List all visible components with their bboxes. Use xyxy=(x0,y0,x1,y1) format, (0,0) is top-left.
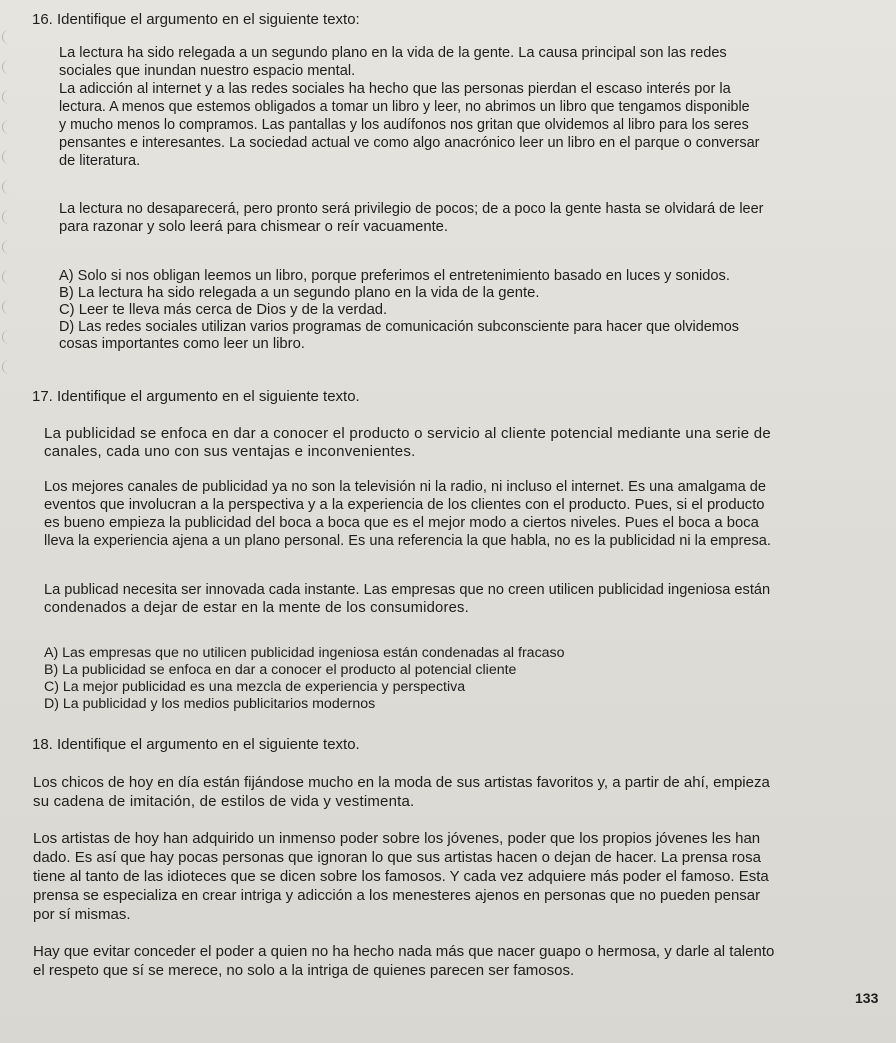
q18-paragraph-line: Hay que evitar conceder el poder a quien no ha hecho nada más que nacer guapo o hermosa, y darle al talento xyxy=(33,943,775,960)
q17-paragraph-line: condenados a dejar de estar en la mente de los consumidores. xyxy=(44,600,469,616)
q18-paragraph-line: su cadena de imitación, de estilos de vida y vestimenta. xyxy=(33,793,415,810)
q18-paragraph-line: tiene al tanto de las idioteces que se dicen sobre los famosos. Y cada vez adquiere más poder el famoso. Esta xyxy=(33,868,769,885)
q17-option-b: B) La publicidad se enfoca en dar a conocer el producto al potencial cliente xyxy=(44,662,517,678)
q17-paragraph-line: Los mejores canales de publicidad ya no son la televisión ni la radio, ni incluso el internet. Es una amalgama de xyxy=(44,479,767,495)
q16-option-d-cont: cosas importantes como leer un libro. xyxy=(59,336,305,352)
q16-paragraph-line: La lectura ha sido relegada a un segundo plano en la vida de la gente. La causa principal son las redes xyxy=(59,45,727,61)
q18-paragraph-line: por sí mismas. xyxy=(33,906,131,923)
q18-paragraph-line: Los chicos de hoy en día están fijándose mucho en la moda de sus artistas favoritos y, a partir de ahí, empieza xyxy=(33,774,770,791)
q18-paragraph-line: el respeto que sí se merece, no solo a la intriga de quienes parecen ser famosos. xyxy=(33,962,575,979)
binding-holes xyxy=(0,0,14,1043)
q16-paragraph-line: sociales que inundan nuestro espacio mental. xyxy=(59,63,356,79)
q16-paragraph-line: pensantes e interesantes. La sociedad actual ve como algo anacrónico leer un libro en el parque o conversar xyxy=(59,135,760,151)
q16-paragraph-line: lectura. A menos que estemos obligados a tomar un libro y leer, no abrimos un libro que tengamos disponible xyxy=(59,99,750,115)
q17-paragraph-line: canales, cada uno con sus ventajas e inconvenientes. xyxy=(44,443,416,460)
q17-paragraph-line: La publicad necesita ser innovada cada instante. Las empresas que no creen utilicen publicidad ingeniosa están xyxy=(44,582,771,598)
q17-paragraph-line: eventos que involucran a la perspectiva y a la experiencia de los clientes con el producto. Pues, si el producto xyxy=(44,497,765,513)
question-16-heading: 16. Identifique el argumento en el siguiente texto: xyxy=(32,11,360,28)
q16-paragraph-line: de literatura. xyxy=(59,153,141,169)
q17-option-d: D) La publicidad y los medios publicitarios modernos xyxy=(44,696,376,712)
page-number: 133 xyxy=(855,990,879,1006)
q16-paragraph-line: La lectura no desaparecerá, pero pronto será privilegio de pocos; de a poco la gente hasta se olvidará de leer xyxy=(59,201,764,217)
question-17-heading: 17. Identifique el argumento en el siguiente texto. xyxy=(32,388,360,405)
q18-paragraph-line: dado. Es así que hay pocas personas que ignoran lo que sus artistas hacen o dejan de hacer. La prensa rosa xyxy=(33,849,761,866)
q16-paragraph-line: La adicción al internet y a las redes sociales ha hecho que las personas pierdan el escaso interés por la xyxy=(59,81,731,97)
q18-paragraph-line: Los artistas de hoy han adquirido un inmenso poder sobre los jóvenes, poder que los propios jóvenes les han xyxy=(33,830,761,847)
q17-paragraph-line: La publicidad se enfoca en dar a conocer el producto o servicio al cliente potencial mediante una serie de xyxy=(44,425,771,442)
q16-option-c: C) Leer te lleva más cerca de Dios y de la verdad. xyxy=(59,302,388,318)
question-18-heading: 18. Identifique el argumento en el siguiente texto. xyxy=(32,736,360,753)
q16-option-b: B) La lectura ha sido relegada a un segundo plano en la vida de la gente. xyxy=(59,285,540,301)
q16-option-a: A) Solo si nos obligan leemos un libro, porque preferimos el entretenimiento basado en luces y sonidos. xyxy=(59,268,730,284)
q16-paragraph-line: y mucho menos lo compramos. Las pantallas y los audífonos nos gritan que olvidemos al libro para los seres xyxy=(59,117,749,133)
q17-option-c: C) La mejor publicidad es una mezcla de experiencia y perspectiva xyxy=(44,679,466,695)
q18-paragraph-line: prensa se especializa en crear intriga y adicción a los menesteres ajenos en personas que no pueden pensar xyxy=(33,887,761,904)
q17-paragraph-line: es bueno empieza la publicidad del boca a boca que es el mejor modo a ciertos niveles. Pues el boca a boca xyxy=(44,515,759,531)
q16-option-d: D) Las redes sociales utilizan varios programas de comunicación subconsciente para hacer que olvidemos xyxy=(59,319,739,335)
q17-option-a: A) Las empresas que no utilicen publicidad ingeniosa están condenadas al fracaso xyxy=(44,645,565,661)
q16-paragraph-line: para razonar y solo leerá para chismear o reír vacuamente. xyxy=(59,219,449,235)
q17-paragraph-line: lleva la experiencia ajena a un plano personal. Es una referencia la que habla, no es la publicidad ni la empresa. xyxy=(44,533,771,549)
